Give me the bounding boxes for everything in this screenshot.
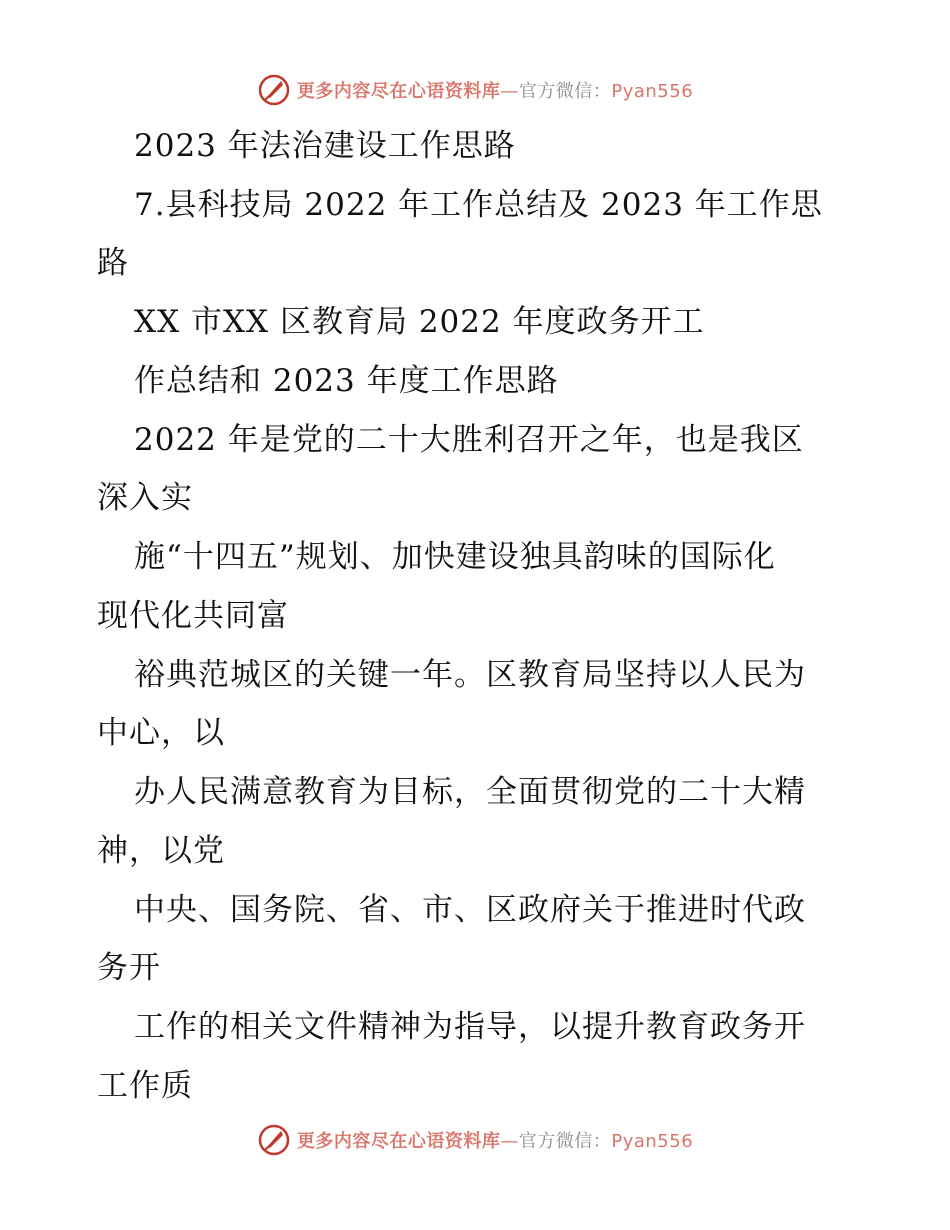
text-line: 2023 年法治建设工作思路 bbox=[134, 128, 516, 164]
text-line: 裕典范城区的关键一年。区教育局坚持以人民为 bbox=[134, 657, 806, 693]
text-line: 务开 bbox=[97, 950, 161, 986]
watermark-header bbox=[0, 72, 950, 108]
watermark-wechat-label: 官方微信： bbox=[518, 1131, 612, 1152]
text-line: 中央、国务院、省、市、区政府关于推进时代政 bbox=[134, 892, 806, 928]
text-line: 路 bbox=[97, 245, 129, 281]
watermark-wechat-id: Pyan556 bbox=[611, 1131, 694, 1152]
text-line: 7.县科技局 2022 年工作总结及 2023 年工作思 bbox=[134, 187, 823, 223]
text-line: 神，以党 bbox=[97, 833, 225, 869]
watermark-wechat-id: Pyan556 bbox=[611, 81, 694, 102]
text-line: 施“十四五”规划、加快建设独具韵味的国际化 bbox=[134, 539, 776, 575]
text-line: XX 市XX 区教育局 2022 年度政务开工 bbox=[134, 304, 705, 340]
watermark-wechat-label: 官方微信： bbox=[518, 81, 612, 102]
text-line: 工作质 bbox=[97, 1068, 193, 1104]
watermark-main-text: 更多内容尽在心语资料库 bbox=[296, 1131, 501, 1152]
watermark-dash: — bbox=[500, 1131, 519, 1152]
text-line: 现代化共同富 bbox=[97, 598, 289, 634]
text-line: 作总结和 2023 年度工作思路 bbox=[134, 363, 559, 399]
watermark-main-text: 更多内容尽在心语资料库 bbox=[296, 81, 501, 102]
quill-logo-icon bbox=[257, 1123, 291, 1157]
text-line: 办人民满意教育为目标，全面贯彻党的二十大精 bbox=[134, 774, 806, 810]
text-line: 深入实 bbox=[97, 480, 193, 516]
watermark-footer bbox=[0, 1122, 950, 1158]
text-line: 中心，以 bbox=[97, 715, 225, 751]
watermark-dash: — bbox=[500, 81, 519, 102]
text-line: 2022 年是党的二十大胜利召开之年，也是我区 bbox=[134, 422, 804, 458]
quill-logo-icon bbox=[257, 73, 291, 107]
text-line: 工作的相关文件精神为指导，以提升教育政务开 bbox=[134, 1009, 806, 1045]
